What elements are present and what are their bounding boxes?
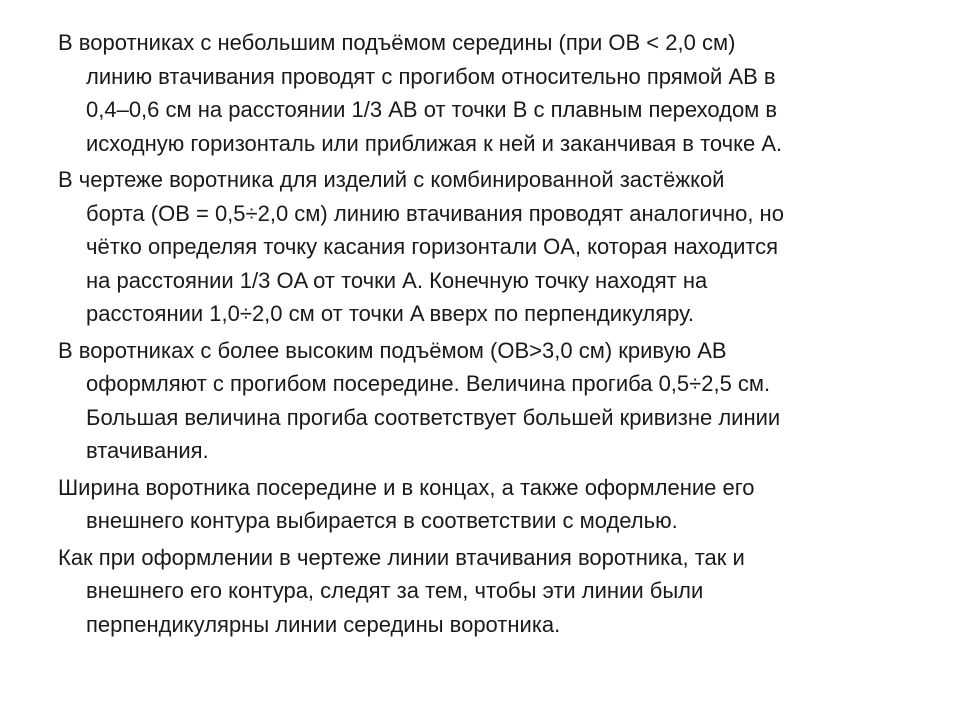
paragraph-line: исходную горизонталь или приближая к ней и заканчивая в точке A. bbox=[86, 130, 783, 156]
paragraph-line: Ширина воротника посередине и в концах, а также оформление его bbox=[58, 474, 755, 500]
paragraph-line: расстоянии 1,0÷2,0 см от точки A вверх по перпендикуляру. bbox=[86, 301, 695, 326]
paragraph-line: борта (OB = 0,5÷2,0 см) линию втачивания проводят аналогично, но bbox=[86, 200, 784, 226]
paragraph-line: чётко определяя точку касания горизонтали OA, которая находится bbox=[86, 234, 779, 259]
paragraph-line: В воротниках с более высоким подъёмом (OB>3,0 см) кривую AB bbox=[58, 337, 727, 363]
paragraph-line: Как при оформлении в чертеже линии втачивания воротника, так и bbox=[58, 544, 745, 570]
paragraph-line: 0,4–0,6 см на расстоянии 1/3 AB от точки B с плавным переходом в bbox=[86, 97, 778, 122]
paragraph-line: линию втачивания проводят с прогибом относительно прямой AB в bbox=[86, 63, 776, 89]
paragraph-line: на расстоянии 1/3 OA от точки A. Конечную точку находят на bbox=[86, 267, 708, 293]
paragraph-line: внешнего его контура, следят за тем, чтобы эти линии были bbox=[86, 578, 704, 603]
paragraph-4 bbox=[58, 471, 918, 538]
paragraph-line: В чертеже воротника для изделий с комбинированной застёжкой bbox=[58, 167, 725, 192]
paragraph-1 bbox=[58, 26, 918, 160]
paragraph-line: втачивания. bbox=[86, 438, 209, 463]
paragraph-line: перпендикулярны линии середины воротника. bbox=[86, 611, 561, 637]
paragraph-3 bbox=[58, 334, 918, 468]
slide-body bbox=[58, 26, 918, 644]
paragraph-line: внешнего контура выбирается в соответствии с моделью. bbox=[86, 508, 678, 533]
paragraph-line: Большая величина прогиба соответствует большей кривизне линии bbox=[86, 404, 781, 430]
paragraph-line: В воротниках с небольшим подъёмом середины (при OB < 2,0 см) bbox=[58, 30, 736, 55]
paragraph-5 bbox=[58, 541, 918, 642]
paragraph-2 bbox=[58, 163, 918, 331]
paragraph-line: оформляют с прогибом посередине. Величина прогиба 0,5÷2,5 см. bbox=[86, 371, 771, 396]
